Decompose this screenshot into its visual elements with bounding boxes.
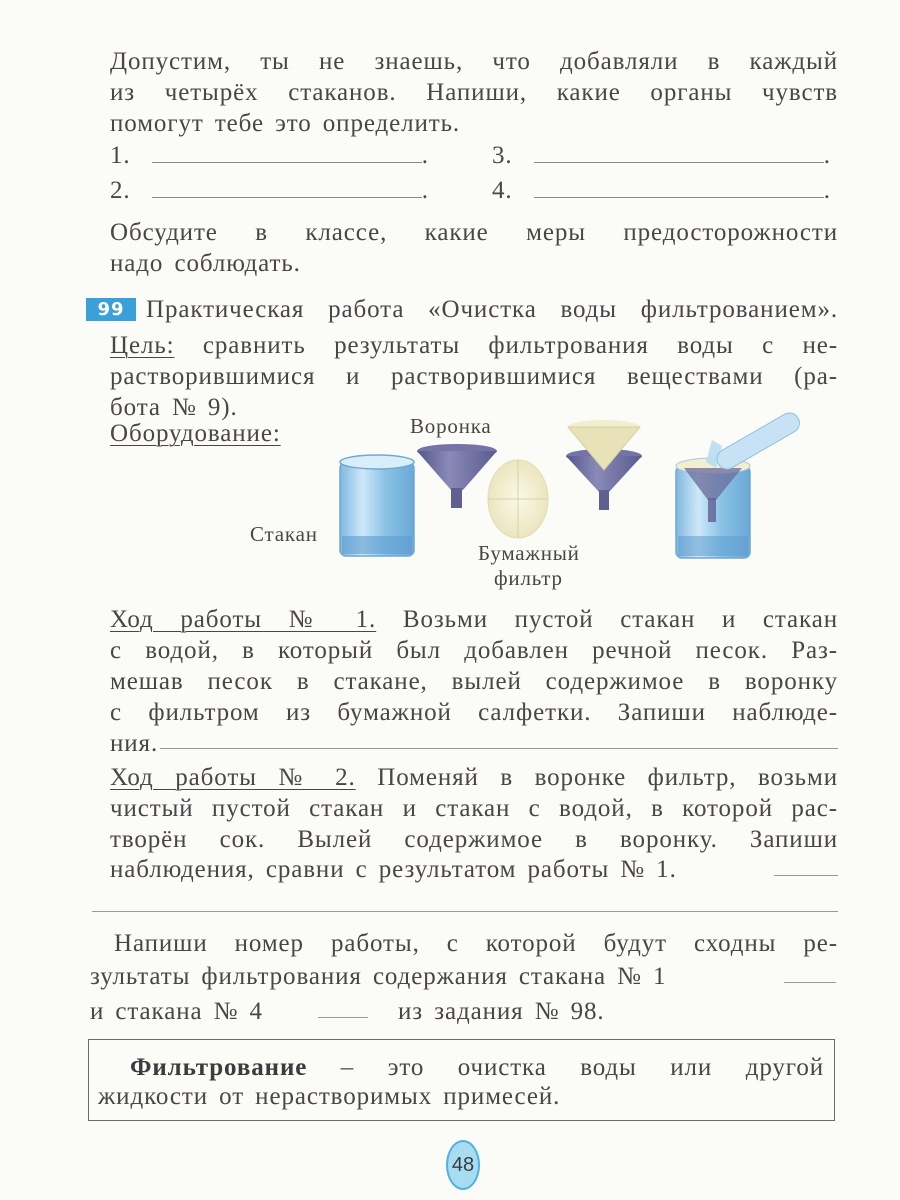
definition-dash: – — [340, 1054, 355, 1081]
step1-answer-field[interactable] — [160, 748, 838, 749]
answer-field-4[interactable] — [534, 196, 824, 198]
definition-line-1 — [130, 1052, 824, 1083]
goal-line-3: бота № 9). — [110, 394, 238, 421]
answer-field-1[interactable] — [152, 161, 422, 163]
task-title: Практическая работа «Очистка воды фильтрованием». — [146, 296, 838, 323]
intro-line-3: помогут тебе это определить. — [110, 110, 461, 137]
glass-icon — [340, 455, 414, 556]
question-line-3: и стакана № 4 — [90, 998, 263, 1025]
step2-label: Ход работы № 2. — [110, 764, 356, 791]
step1-line-2: с водой, в который был добавлен речной песок. Раз- — [110, 637, 838, 664]
answer-field-3[interactable] — [534, 161, 824, 163]
step2-line-2: чистый пустой стакан и стакан с водой, в которой рас- — [110, 795, 838, 822]
step2-line-4: наблюдения, сравни с результатом работы № 1. — [110, 856, 677, 883]
goal-line-1 — [110, 330, 838, 361]
beaker-pouring-icon — [676, 410, 803, 558]
equipment-label: Оборудование: — [110, 420, 281, 447]
filter-caption-1: Бумажный — [478, 541, 580, 565]
step2-answer-field-inline[interactable] — [774, 875, 838, 876]
question-line-1: Напиши номер работы, с которой будут сходны ре- — [114, 930, 838, 957]
answer-label-3: 3. — [492, 142, 513, 169]
glass4-answer-field[interactable] — [318, 1017, 368, 1018]
step2-text-1: Поменяй в воронке фильтр, возьми — [377, 764, 838, 791]
answer-row-1: 1. . — [110, 142, 429, 169]
answer-label-4: 4. — [492, 177, 513, 204]
question-line-4: из задания № 98. — [398, 998, 605, 1025]
answer-label-1: 1. — [110, 142, 131, 169]
goal-line-2: растворившимися и растворившимися веществами (ра- — [110, 363, 838, 390]
task-number-badge: 99 — [86, 298, 136, 321]
step1-line-4: с фильтром из бумажной салфетки. Запиши наблюде- — [110, 699, 838, 726]
discuss-line-1: Обсудите в классе, какие меры предосторожности — [110, 219, 838, 246]
step2-line-3: творён сок. Вылей содержимое в воронку. Запиши — [110, 826, 838, 853]
intro-line-1: Допустим, ты не знаешь, что добавляли в каждый — [110, 48, 838, 75]
answer-row-4: 4. . — [492, 177, 831, 204]
funnel-caption: Воронка — [410, 414, 492, 438]
answer-row-2: 2. . — [110, 177, 429, 204]
funnel-with-filter-icon — [566, 420, 642, 510]
funnel-icon — [417, 444, 497, 508]
definition-term: Фильтрование — [130, 1054, 308, 1081]
answer-label-2: 2. — [110, 177, 131, 204]
glass1-answer-field[interactable] — [784, 982, 836, 983]
question-line-2: зультаты фильтрования содержания стакана № 1 — [90, 963, 667, 990]
step1-line-5: ния. — [110, 730, 159, 757]
intro-line-2: из четырёх стаканов. Напиши, какие органы чувств — [110, 79, 838, 106]
goal-text-1: сравнить результаты фильтрования воды с не- — [202, 332, 838, 359]
definition-line-2: жидкости от нерастворимых примесей. — [98, 1083, 561, 1110]
step2-answer-field[interactable] — [92, 911, 838, 912]
step1-text-1: Возьми пустой стакан и стакан — [402, 606, 838, 633]
step1-line-3: мешав песок в стакане, вылей содержимое в воронку — [110, 668, 838, 695]
discuss-line-2: надо соблюдать. — [110, 250, 301, 277]
step1-label: Ход работы № 1. — [110, 606, 377, 633]
filter-caption-2: фильтр — [494, 566, 563, 590]
page-number: 48 — [446, 1140, 480, 1190]
step1-line-1 — [110, 604, 838, 635]
answer-field-2[interactable] — [152, 196, 422, 198]
answer-row-3: 3. . — [492, 142, 831, 169]
definition-text-1: это очистка воды или другой — [387, 1054, 824, 1081]
equipment-illustration — [330, 410, 810, 590]
glass-caption: Стакан — [250, 522, 318, 546]
goal-label: Цель: — [110, 332, 175, 359]
step2-line-1 — [110, 762, 838, 793]
paper-filter-icon — [488, 460, 548, 538]
